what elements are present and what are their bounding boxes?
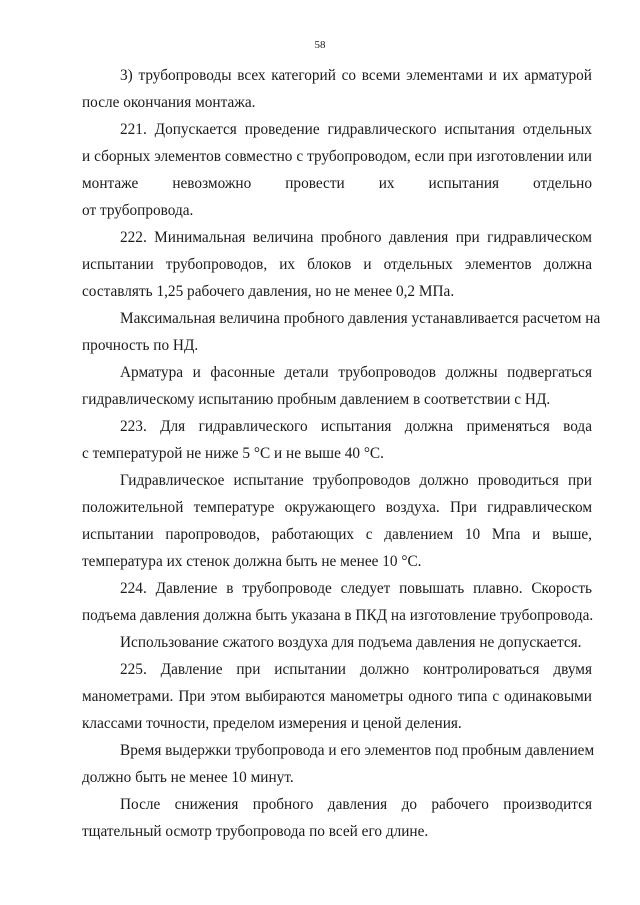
text-line: после окончания монтажа. bbox=[82, 94, 256, 111]
text-line: гидравлическому испытанию пробным давлением в соответствии с НД. bbox=[82, 391, 551, 408]
paragraph bbox=[82, 359, 592, 413]
text-line: и сборных элементов совместно с трубопроводом, если при изготовлении или bbox=[82, 148, 592, 165]
text-line: Арматура и фасонные детали трубопроводов должны подвергаться bbox=[120, 364, 592, 381]
text-line: от трубопровода. bbox=[82, 202, 194, 219]
paragraph bbox=[82, 62, 592, 116]
text-line: 3) трубопроводы всех категорий со всеми элементами и их арматурой bbox=[120, 67, 592, 84]
text-line: Максимальная величина пробного давления устанавливается расчетом на bbox=[120, 310, 601, 327]
text-line: Время выдержки трубопровода и его элементов под пробным давлением bbox=[120, 742, 595, 759]
text-line: После снижения пробного давления до рабочего производится bbox=[120, 796, 592, 813]
text-line: температура их стенок должна быть не менее 10 °С. bbox=[82, 553, 422, 570]
text-line: с температурой не ниже 5 °С и не выше 40 °С. bbox=[82, 445, 384, 462]
paragraph bbox=[82, 224, 592, 305]
paragraph bbox=[82, 629, 592, 656]
text-line: тщательный осмотр трубопровода по всей его длине. bbox=[82, 823, 429, 840]
text-line: испытании паропроводов, работающих с давлением 10 Мпа и выше, bbox=[82, 526, 592, 543]
text-line: 223. Для гидравлического испытания должна применяться вода bbox=[120, 418, 592, 435]
text-line: Использование сжатого воздуха для подъема давления не допускается. bbox=[120, 634, 582, 651]
text-line: прочность по НД. bbox=[82, 337, 199, 354]
text-line: испытании трубопроводов, их блоков и отдельных элементов должна bbox=[82, 256, 592, 273]
paragraph bbox=[82, 791, 592, 845]
paragraph bbox=[82, 116, 592, 224]
text-line: манометрами. При этом выбираются манометры одного типа с одинаковыми bbox=[82, 688, 592, 705]
page-number: 58 bbox=[314, 39, 326, 51]
text-line: классами точности, пределом измерения и ценой деления. bbox=[82, 715, 462, 732]
text-line: 225. Давление при испытании должно контролироваться двумя bbox=[120, 661, 592, 678]
text-line: 224. Давление в трубопроводе следует повышать плавно. Скорость bbox=[120, 580, 592, 597]
paragraph bbox=[82, 737, 595, 791]
text-line: монтаже невозможно провести их испытания отдельно bbox=[82, 175, 592, 192]
text-line: составлять 1,25 рабочего давления, но не менее 0,2 МПа. bbox=[82, 283, 455, 300]
paragraph bbox=[82, 305, 601, 359]
paragraph bbox=[82, 575, 592, 629]
text-line: 222. Минимальная величина пробного давления при гидравлическом bbox=[120, 229, 592, 246]
document-body bbox=[82, 62, 601, 845]
text-line: положительной температуре окружающего воздуха. При гидравлическом bbox=[82, 499, 592, 516]
paragraph bbox=[82, 656, 592, 737]
text-line: должно быть не менее 10 минут. bbox=[82, 769, 294, 786]
paragraph bbox=[82, 467, 592, 575]
text-line: Гидравлическое испытание трубопроводов должно проводиться при bbox=[120, 472, 592, 489]
text-line: подъема давления должна быть указана в ПКД на изготовление трубопровода. bbox=[82, 607, 594, 624]
paragraph bbox=[82, 413, 592, 467]
text-line: 221. Допускается проведение гидравлического испытания отдельных bbox=[120, 121, 592, 138]
